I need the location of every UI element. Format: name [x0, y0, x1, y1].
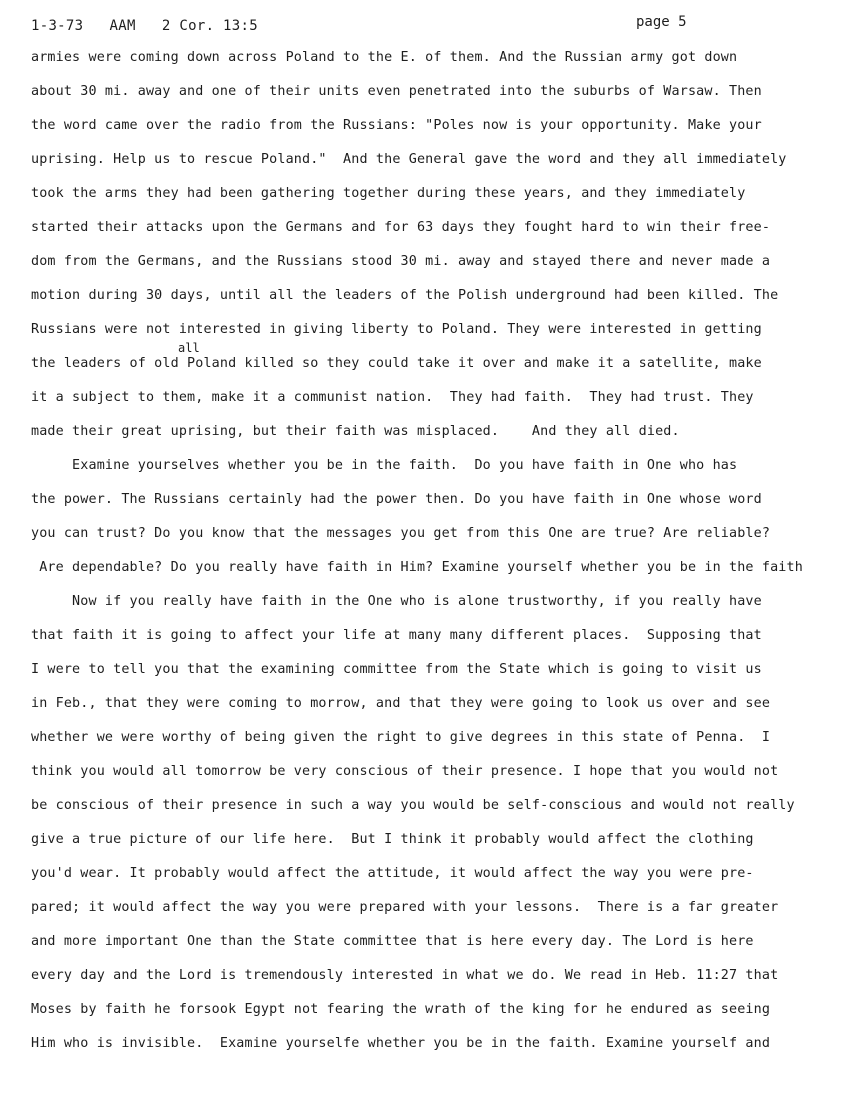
page-number: page 5: [636, 14, 687, 30]
text-line: the word came over the radio from the Russians: "Poles now is your opportunity. Make your: [31, 118, 762, 133]
text-line: in Feb., that they were coming to morrow, and that they were going to look us over and see: [31, 696, 771, 711]
text-line: it a subject to them, make it a communist nation. They had faith. They had trust. They: [31, 390, 754, 405]
text-line: dom from the Germans, and the Russians stood 30 mi. away and stayed there and never made a: [31, 254, 771, 269]
text-line: the leaders of old Poland killed so they could take it over and make it a satellite, make: [31, 356, 762, 371]
text-line: took the arms they had been gathering together during these years, and they immediately: [31, 186, 746, 201]
text-line: think you would all tomorrow be very conscious of their presence. I hope that you would not: [31, 764, 779, 779]
text-line: you can trust? Do you know that the messages you get from this One are true? Are reliable?: [31, 526, 771, 541]
text-line: started their attacks upon the Germans and for 63 days they fought hard to win their free-: [31, 220, 771, 235]
text-line: Moses by faith he forsook Egypt not fearing the wrath of the king for he endured as seeing: [31, 1002, 771, 1017]
text-line: armies were coming down across Poland to the E. of them. And the Russian army got down: [31, 50, 738, 65]
text-line: give a true picture of our life here. But I think it probably would affect the clothing: [31, 832, 754, 847]
text-line: about 30 mi. away and one of their units even penetrated into the suburbs of Warsaw. Then: [31, 84, 762, 99]
text-line: Are dependable? Do you really have faith in Him? Examine yourself whether you be in the faith: [31, 560, 803, 575]
text-line: you'd wear. It probably would affect the attitude, it would affect the way you were pre-: [31, 866, 754, 881]
text-line: Him who is invisible. Examine yourselfe whether you be in the faith. Examine yourself and: [31, 1036, 771, 1051]
text-line: whether we were worthy of being given the right to give degrees in this state of Penna. I: [31, 730, 771, 745]
text-line: every day and the Lord is tremendously interested in what we do. We read in Heb. 11:27 that: [31, 968, 779, 983]
text-line: be conscious of their presence in such a way you would be self-conscious and would not really: [31, 798, 795, 813]
text-line: that faith it is going to affect your life at many many different places. Supposing that: [31, 628, 762, 643]
text-line: Examine yourselves whether you be in the faith. Do you have faith in One who has: [31, 458, 738, 473]
text-line: pared; it would affect the way you were prepared with your lessons. There is a far greater: [31, 900, 779, 915]
text-line: Russians were not interested in giving liberty to Poland. They were interested in getting: [31, 322, 762, 337]
interlinear-insertion: all: [178, 341, 200, 355]
text-line: Now if you really have faith in the One who is alone trustworthy, if you really have: [31, 594, 762, 609]
date-reference-header: 1-3-73 AAM 2 Cor. 13:5: [31, 18, 258, 34]
text-line: and more important One than the State committee that is here every day. The Lord is here: [31, 934, 754, 949]
text-line: motion during 30 days, until all the leaders of the Polish underground had been killed. The: [31, 288, 779, 303]
text-line: uprising. Help us to rescue Poland." And the General gave the word and they all immediately: [31, 152, 787, 167]
text-line: made their great uprising, but their faith was misplaced. And they all died.: [31, 424, 680, 439]
text-line: I were to tell you that the examining committee from the State which is going to visit us: [31, 662, 762, 677]
text-line: the power. The Russians certainly had the power then. Do you have faith in One whose word: [31, 492, 762, 507]
